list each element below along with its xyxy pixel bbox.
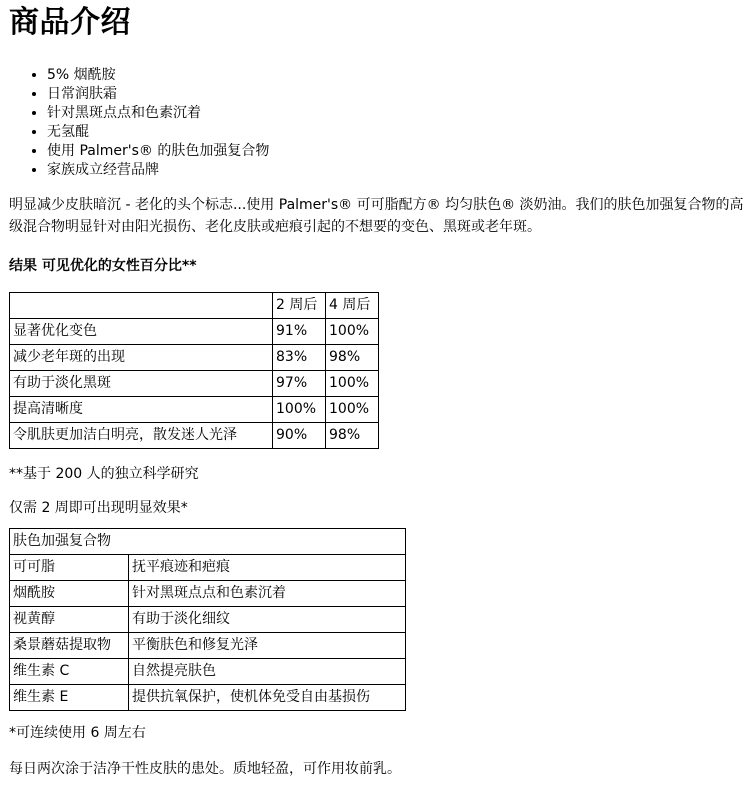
table-header-row — [10, 529, 406, 555]
table-cell — [10, 293, 273, 319]
table-cell: 98% — [326, 345, 379, 371]
table-row — [10, 685, 406, 711]
results-table — [9, 292, 379, 449]
table-row — [10, 319, 379, 345]
table-header-cell: 4 周后 — [326, 293, 379, 319]
list-item: • 日常润肤霜 — [47, 85, 744, 104]
table-cell: 视黄醇 — [10, 607, 129, 633]
table-cell: 100% — [326, 371, 379, 397]
table-row — [10, 423, 379, 449]
product-description — [9, 4, 744, 779]
table-cell: 有助于淡化黑斑 — [10, 371, 273, 397]
table-cell: 维生素 C — [10, 659, 129, 685]
table-row — [10, 607, 406, 633]
table-cell: 有助于淡化细纹 — [129, 607, 406, 633]
table-cell: 针对黑斑点点和色素沉着 — [129, 581, 406, 607]
table-cell: 减少老年斑的出现 — [10, 345, 273, 371]
table-header-cell: 2 周后 — [273, 293, 326, 319]
table-cell: 97% — [273, 371, 326, 397]
complex-table — [9, 528, 406, 711]
list-item: • 使用 Palmer's® 的肤色加强复合物 — [47, 142, 744, 161]
table-cell: 100% — [326, 397, 379, 423]
table-cell: 维生素 E — [10, 685, 129, 711]
table-cell: 提高清晰度 — [10, 397, 273, 423]
table-cell: 抚平痕迹和疤痕 — [129, 555, 406, 581]
list-item: • 针对黑斑点点和色素沉着 — [47, 104, 744, 123]
table-header-row — [10, 293, 379, 319]
table-row — [10, 633, 406, 659]
table-cell: 91% — [273, 319, 326, 345]
table-cell: 令肌肤更加洁白明亮，散发迷人光泽 — [10, 423, 273, 449]
usage-note: *可连续使用 6 周左右 — [9, 725, 146, 741]
page-title: 商品介绍 — [9, 5, 131, 40]
directions: 每日两次涂于洁净干性皮肤的患处。质地轻盈，可作用妆前乳。 — [9, 761, 401, 777]
table-header-cell: 肤色加强复合物 — [10, 529, 406, 555]
table-cell: 桑景蘑菇提取物 — [10, 633, 129, 659]
list-item: • 5% 烟酰胺 — [47, 66, 744, 85]
table-cell: 显著优化变色 — [10, 319, 273, 345]
table-row — [10, 345, 379, 371]
feature-list — [9, 66, 744, 180]
list-item: • 家族成立经营品牌 — [47, 161, 744, 180]
table-cell: 90% — [273, 423, 326, 449]
table-cell: 100% — [326, 319, 379, 345]
table-row — [10, 397, 379, 423]
table-cell: 烟酰胺 — [10, 581, 129, 607]
study-note: **基于 200 人的独立科学研究 — [9, 466, 199, 482]
table-cell: 83% — [273, 345, 326, 371]
table-cell: 平衡肤色和修复光泽 — [129, 633, 406, 659]
table-row — [10, 659, 406, 685]
table-cell: 提供抗氧保护，使机体免受自由基损伤 — [129, 685, 406, 711]
table-row — [10, 555, 406, 581]
results-title: 结果 可见优化的女性百分比** — [9, 258, 197, 274]
table-cell: 100% — [273, 397, 326, 423]
table-cell: 自然提亮肤色 — [129, 659, 406, 685]
list-item: • 无氢醌 — [47, 123, 744, 142]
results-note: 仅需 2 周即可出现明显效果* — [9, 500, 188, 516]
intro-paragraph: 明显减少皮肤暗沉 - 老化的头个标志...使用 Palmer's® 可可脂配方® 均匀肤色® 淡奶油。我们的肤色加强复合物的高级混合物明显针对由阳光损伤、老化皮肤或疤痕引起的不想要的变色、黑斑或老年斑。 — [9, 197, 744, 235]
table-cell: 98% — [326, 423, 379, 449]
table-cell: 可可脂 — [10, 555, 129, 581]
table-row — [10, 581, 406, 607]
table-row — [10, 371, 379, 397]
